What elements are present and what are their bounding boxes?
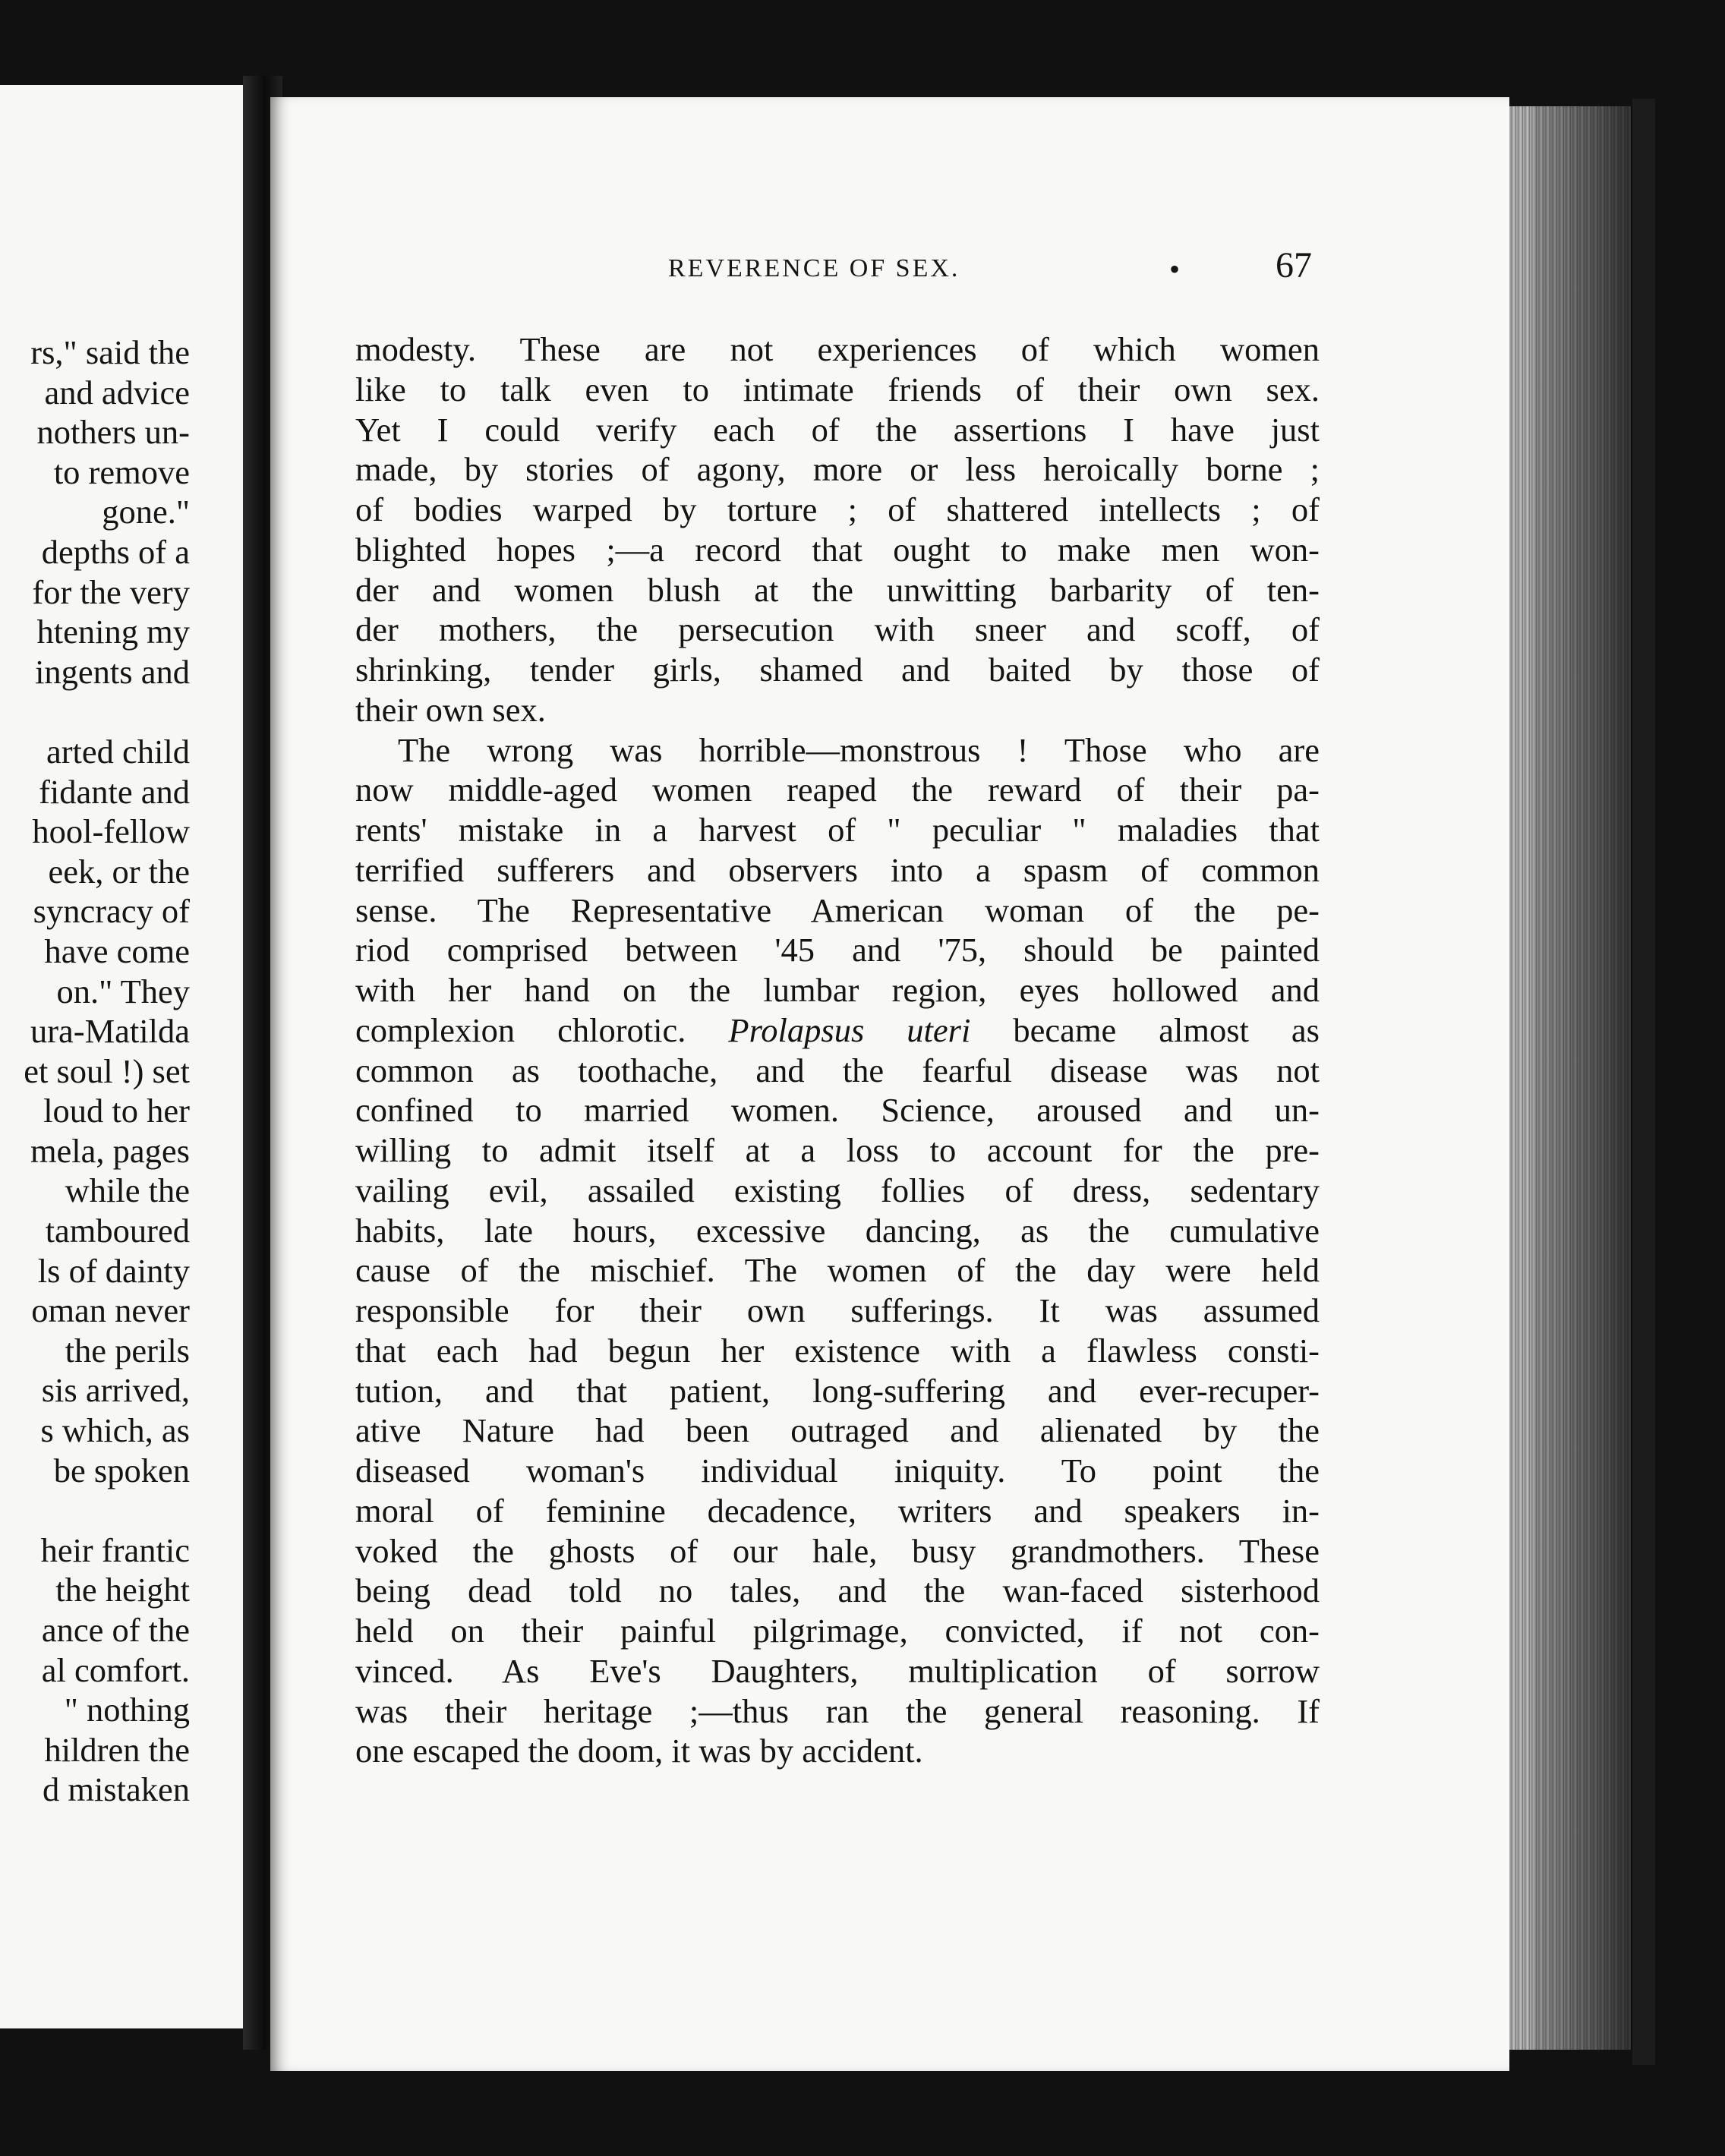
text-line: with her hand on the lumbar region, eyes hollowed and [355, 971, 1320, 1009]
left-page-line: sis arrived, [41, 1371, 190, 1410]
left-page-line: d mistaken [42, 1770, 190, 1809]
text-segment: became almost as [970, 1010, 1320, 1049]
text-line: held on their painful pilgrimage, convicted, if not con- [355, 1612, 1320, 1650]
text-line: riod comprised between '45 and '75, should be painted [355, 931, 1320, 969]
text-line-with-italic [355, 1010, 1320, 1051]
left-page-line: al comfort. [41, 1650, 190, 1689]
left-page-line: gone." [102, 493, 190, 531]
text-line: der mothers, the persecution with sneer and scoff, of [355, 610, 1320, 649]
text-segment: complexion chlorotic. [355, 1010, 729, 1049]
text-line: shrinking, tender girls, shamed and baited by those of [355, 651, 1320, 689]
left-page-line: tamboured [45, 1212, 190, 1250]
left-page-line: eek, or the [48, 852, 190, 890]
left-page-line: rs," said the [30, 333, 190, 371]
left-page-line: mela, pages [30, 1131, 190, 1170]
text-line: ative Nature had been outraged and alienated by the [355, 1411, 1320, 1450]
running-head-dot: • [1169, 252, 1183, 286]
left-page-line: be spoken [53, 1451, 190, 1489]
left-page-line: htening my [36, 613, 190, 651]
text-line: vailing evil, assailed existing follies of dress, sedentary [355, 1171, 1320, 1209]
text-line: voked the ghosts of our hale, busy grandmothers. These [355, 1531, 1320, 1570]
left-page-line: have come [44, 931, 190, 970]
text-line: being dead told no tales, and the wan-faced sisterhood [355, 1571, 1320, 1610]
page-edges-shadow [1534, 106, 1648, 2050]
left-page-line: hildren the [44, 1730, 190, 1769]
left-page-line: the perils [65, 1331, 190, 1370]
running-head [668, 252, 1321, 286]
left-page-line: oman never [31, 1291, 190, 1330]
text-line: of bodies warped by torture ; of shattered intellects ; of [355, 490, 1320, 528]
left-page-line: to remove [53, 452, 190, 491]
italic-term: Prolapsus uteri [728, 1010, 971, 1049]
text-line: confined to married women. Science, aroused and un- [355, 1091, 1320, 1130]
left-page-line: while the [65, 1171, 190, 1210]
left-page-text-column [0, 333, 190, 1810]
text-line: The wrong was horrible—monstrous ! Those who are [398, 730, 1320, 769]
left-page-line: arted child [46, 732, 190, 771]
text-line: der and women blush at the unwitting barbarity of ten- [355, 570, 1320, 609]
text-line: cause of the mischief. The women of the day were held [355, 1251, 1320, 1290]
book-cover-edge [1632, 99, 1655, 2065]
left-page-line: et soul !) set [24, 1051, 190, 1090]
text-line: made, by stories of agony, more or less heroically borne ; [355, 450, 1320, 489]
left-page-line: and advice [44, 373, 190, 411]
left-page-line: syncracy of [33, 892, 190, 931]
text-line: habits, late hours, excessive dancing, as the cumulative [355, 1211, 1320, 1250]
left-page-line: for the very [32, 572, 190, 611]
left-page-line: the height [55, 1571, 190, 1609]
left-page-line: ance of the [41, 1611, 190, 1649]
text-line: blighted hopes ;—a record that ought to make men won- [355, 530, 1320, 569]
left-page-line: ingents and [35, 652, 190, 691]
text-line: terrified sufferers and observers into a spasm of common [355, 850, 1320, 889]
left-page-line [0, 1490, 190, 1530]
text-line: diseased woman's individual iniquity. To point the [355, 1452, 1320, 1489]
text-line: their own sex. [355, 690, 546, 729]
left-page-line: depths of a [41, 532, 190, 571]
page-number: 67 [1276, 245, 1312, 285]
left-page-line: loud to her [43, 1092, 190, 1130]
text-line: was their heritage ;—thus ran the general reasoning. If [355, 1691, 1320, 1730]
text-line: vinced. As Eve's Daughters, multiplication of sorrow [355, 1651, 1320, 1690]
left-page-line: on." They [56, 972, 190, 1010]
text-line: modesty. These are not experiences of which women [355, 330, 1320, 368]
text-line: tution, and that patient, long-suffering and ever-recuper- [355, 1371, 1320, 1410]
left-page-fragment [0, 85, 243, 2028]
text-line: responsible for their own sufferings. It was assumed [355, 1291, 1320, 1329]
text-line: like to talk even to intimate friends of their own sex. [355, 370, 1320, 408]
left-page-line: fidante and [39, 772, 190, 811]
left-page-line: " nothing [64, 1691, 190, 1729]
body-text [355, 329, 1320, 1771]
paragraph-2 [355, 730, 1320, 1772]
paragraph-1 [355, 329, 1320, 730]
text-line: Yet I could verify each of the assertions I have just [355, 410, 1320, 449]
text-line: now middle-aged women reaped the reward of their pa- [355, 771, 1320, 809]
left-page-line: nothers un- [36, 413, 190, 452]
running-head-title: REVERENCE OF SEX. [668, 254, 960, 282]
left-page-line: ura-Matilda [30, 1012, 190, 1051]
text-line: common as toothache, and the fearful disease was not [355, 1051, 1320, 1089]
text-line: one escaped the doom, it was by accident. [355, 1732, 923, 1770]
left-page-line: heir frantic [40, 1530, 190, 1569]
text-line: that each had begun her existence with a flawless consti- [355, 1331, 1320, 1370]
left-page-line [0, 692, 190, 732]
text-line: willing to admit itself at a loss to account for the pre- [355, 1131, 1320, 1169]
left-page-line: s which, as [40, 1411, 190, 1450]
text-line: rents' mistake in a harvest of " peculiar " maladies that [355, 811, 1320, 849]
left-page-line: hool-fellow [32, 812, 190, 851]
left-page-line: ls of dainty [37, 1251, 190, 1290]
text-line: moral of feminine decadence, writers and speakers in- [355, 1491, 1320, 1530]
text-line: sense. The Representative American woman of the pe- [355, 890, 1320, 929]
